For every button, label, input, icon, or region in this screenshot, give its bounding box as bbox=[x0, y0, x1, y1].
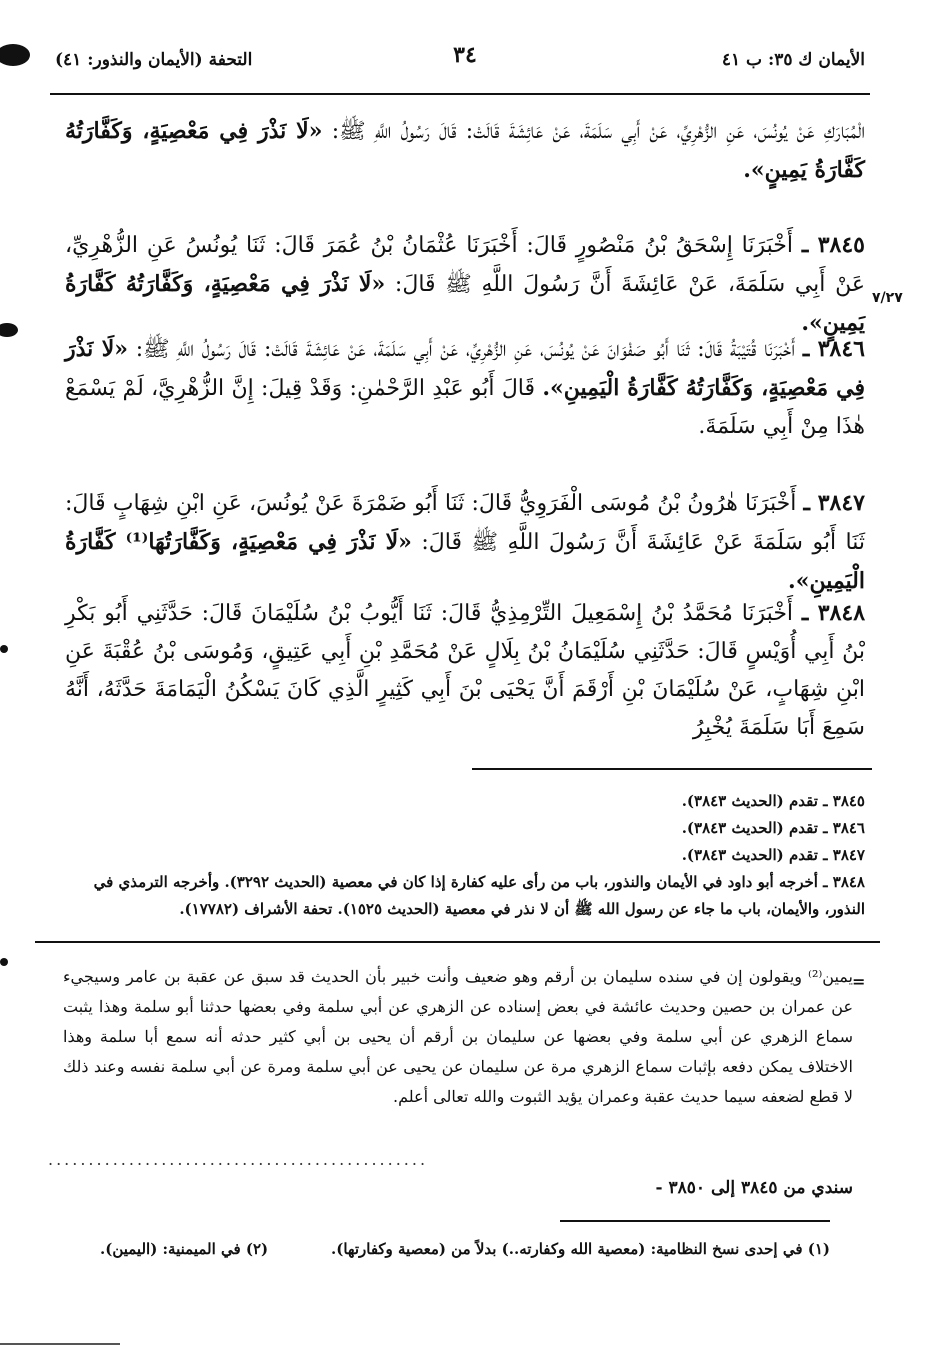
header-book-title: التحفة (الأيمان والنذور: ٤١) bbox=[55, 50, 253, 70]
section-divider bbox=[35, 941, 880, 943]
footnote-3846: ٣٨٤٦ ـ تقدم (الحديث ٣٨٤٣). bbox=[681, 819, 865, 837]
paragraph-continuation bbox=[65, 112, 865, 190]
scan-blot-bottom bbox=[0, 958, 8, 966]
hadith-3845 bbox=[65, 226, 865, 343]
page-header bbox=[0, 40, 933, 96]
hadith-quote: «لَا نَذْرَ فِي مَعْصِيَةٍ، وَكَفَّارَتُهُ كَفَّارَةُ الْيَمِينِ». bbox=[65, 336, 865, 401]
footnote-3848: ٣٨٤٨ ـ أخرجه أبو داود في الأيمان والنذور، باب من رأى عليه كفارة إذا كان في معصية (الحديث ٣٢٩٢). وأخرجه الترمذي في النذور، والأيمان، باب ما جاء عن رسول الله ﷺ أن لا نذر في معصية (الحديث ١٥٢٥). تحفة الأشراف (١٧٧٨٢). bbox=[93, 873, 865, 918]
footnote-rule bbox=[472, 768, 872, 770]
hadith-number: ٣٨٤٦ ـ bbox=[802, 336, 865, 362]
notes-rule bbox=[560, 1220, 830, 1222]
note-2: (٢) في الميمنية: (اليمين). bbox=[100, 1240, 269, 1258]
hadith-chain: أَخْبَرَنَا إِسْحَقُ بْنُ مَنْصُورٍ قَالَ: أَخْبَرَنَا عُثْمَانُ بْنُ عُمَرَ قَالَ: ثَنَا يُونُسُ عَنِ الزُّهْرِيِّ، عَنْ أَبِي سَلَمَةَ، عَنْ عَائِشَةَ أَنَّ رَسُولَ اللَّهِ ﷺ قَالَ: bbox=[65, 233, 865, 297]
takhrij-footnotes bbox=[65, 788, 865, 923]
hadith-quote: «لَا نَذْرَ فِي مَعْصِيَةٍ، وَكَفَّارَتُهُ كَفَّارَةُ يَمِينٍ». bbox=[65, 271, 865, 336]
paragraph-text: الْمُبَارَكِ عَنْ يُونُسَ، عَنِ الزُّهْرِيِّ، عَنْ أَبِي سَلَمَةَ، عَنْ عَائِشَةَ قَالَتْ: قَالَ رَسُولُ اللَّهِ ﷺ: bbox=[331, 119, 865, 144]
hadith-3846 bbox=[65, 330, 865, 446]
hadith-quote: «لَا نَذْرَ فِي مَعْصِيَةٍ، وَكَفَّارَتُهُ كَفَّارَةُ يَمِينٍ». bbox=[65, 118, 865, 183]
margin-reference: ٧/٢٧ bbox=[872, 290, 903, 306]
note-1: (١) في إحدى نسخ النظامية: (معصية الله وكفارته..) بدلاً من (معصية وكفارتها). bbox=[331, 1240, 830, 1258]
hadith-3847 bbox=[65, 484, 865, 601]
scan-blot-lower bbox=[0, 645, 8, 653]
hadith-chain: أَخْبَرَنَا هٰرُونُ بْنُ مُوسَى الْفَرَوِيُّ قَالَ: ثَنَا أَبُو ضَمْرَةَ عَنْ يُونُسَ، عَنِ ابْنِ شِهَابٍ قَالَ: ثَنَا أَبُو سَلَمَةَ عَنْ عَائِشَةَ أَنَّ رَسُولَ اللَّهِ ﷺ قَالَ: bbox=[65, 491, 865, 555]
hadith-chain: أَخْبَرَنَا قُتَيْبَةُ قَالَ: ثَنَا أَبُو صَفْوَانَ عَنْ يُونُسَ، عَنِ الزُّهْرِيِّ، عَنْ أَبِي سَلَمَةَ، عَنْ عَائِشَةَ قَالَتْ: قَالَ رَسُولُ اللَّهِ ﷺ: bbox=[135, 337, 796, 362]
bottom-edge-rule bbox=[0, 1343, 120, 1345]
continuation-mark: = bbox=[852, 972, 866, 991]
footnote-3845: ٣٨٤٥ ـ تقدم (الحديث ٣٨٤٣). bbox=[681, 792, 865, 810]
commentary-closing: سندي من ٣٨٤٥ إلى ٣٨٥٠ - bbox=[655, 1178, 853, 1198]
hadith-number: ٣٨٤٨ ـ bbox=[801, 600, 866, 626]
page-number: ٣٤ bbox=[453, 42, 477, 68]
hadith-3848 bbox=[65, 594, 865, 747]
scan-blot-middle bbox=[0, 323, 18, 337]
commentary-text: يمين⁽²⁾ ويقولون إن في سنده سليمان بن أرقم وهو ضعيف وأنت خبير بأن الحديث قد سبق عن عقبة بن عامر وسيجيء عن عمران بن حصين وحديث عائشة في بعض إسناده عن الزهري عن أبي سلمة وفي بعضها حدثنا أبو سلمة وهذا يثبت سماع الزهري عن أبي سلمة وفي بعضها عن سليمان بن أرقم أن يحيى بن أبي كثير حدثه أنه سمع أبا سلمة وهذا الاختلاف يمكن دفعه بإثبات سماع الزهري مرة عن سليمان عن يحيى عن أبي سلمة ومرة عن أبي سلمة نفسه وعند ذلك لا قطع لضعفه سيما حديث عقبة وعمران يؤيد الثبوت والله تعالى أعلم. bbox=[63, 967, 854, 1106]
header-chapter-ref: الأيمان ك ٣٥: ب ٤١ bbox=[721, 50, 865, 70]
hadith-number: ٣٨٤٧ ـ bbox=[803, 490, 865, 516]
hadith-number: ٣٨٤٥ ـ bbox=[801, 232, 865, 258]
footnote-3847: ٣٨٤٧ ـ تقدم (الحديث ٣٨٤٣). bbox=[681, 846, 865, 864]
hadith-comment: قَالَ أَبُو عَبْدِ الرَّحْمٰنِ: وَقَدْ قِيلَ: إِنَّ الزُّهْرِيَّ، لَمْ يَسْمَعْ هٰذَا مِنْ أَبِي سَلَمَةَ. bbox=[65, 376, 865, 439]
hadith-chain: أَخْبَرَنَا مُحَمَّدُ بْنُ إِسْمَعِيلَ التِّرْمِذِيُّ قَالَ: ثَنَا أَيُّوبُ بْنُ سُلَيْمَانَ قَالَ: حَدَّثَنِي أَبُو بَكْرِ بْنُ أَبِي أُوَيْسٍ قَالَ: حَدَّثَنِي سُلَيْمَانُ بْنُ بِلَالٍ عَنْ مُحَمَّدِ بْنِ أَبِي عَتِيقٍ، وَمُوسَى بْنُ عُقْبَةَ عَنِ ابْنِ شِهَابٍ، عَنْ سُلَيْمَانَ بْنِ أَرْقَمَ أَنَّ يَحْيَى بْنَ أَبِي كَثِيرٍ الَّذِي كَانَ يَسْكُنُ الْيَمَامَةَ حَدَّثَهُ، أَنَّهُ سَمِعَ أَبَا سَلَمَةَ يُخْبِرُ bbox=[65, 601, 865, 740]
dotted-leader: ............................................... bbox=[48, 1150, 429, 1169]
hadith-quote: «لَا نَذْرَ فِي مَعْصِيَةٍ، وَكَفَّارَتُهَا⁽¹⁾ كَفَّارَةُ الْيَمِينِ». bbox=[65, 529, 865, 594]
header-rule bbox=[50, 93, 870, 95]
